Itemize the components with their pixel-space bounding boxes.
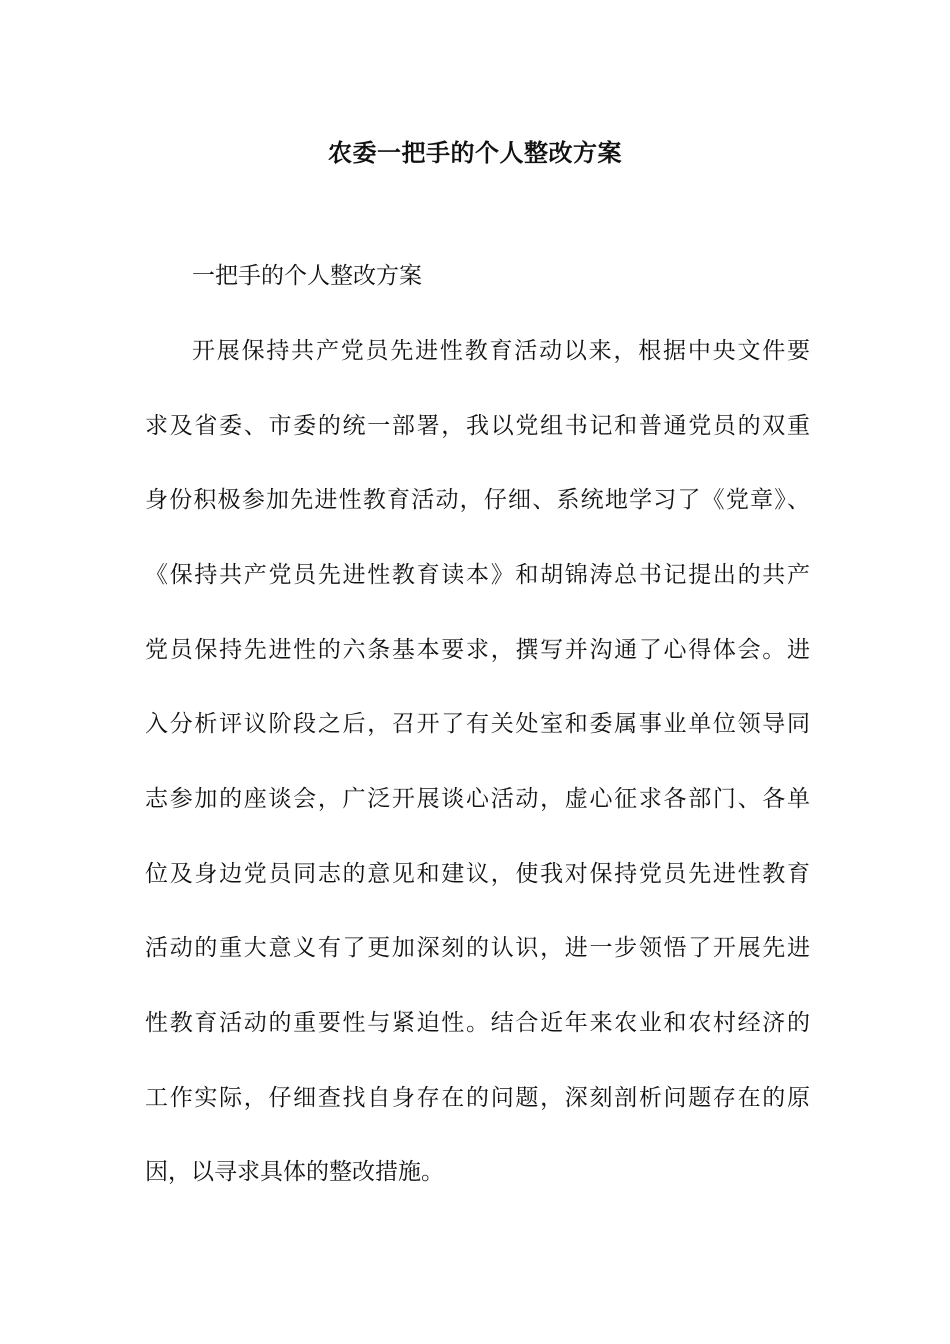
body-line: 党员保持先进性的六条基本要求，撰写并沟通了心得体会。进 [145,637,810,663]
body-line: 因，以寻求具体的整改措施。 [145,1159,444,1185]
body-line: 工作实际，仔细查找自身存在的问题，深刻剖析问题存在的原 [145,1085,810,1111]
body-line: 活动的重大意义有了更加深刻的认识，进一步领悟了开展先进 [145,935,810,961]
body-line: 位及身边党员同志的意见和建议，使我对保持党员先进性教育 [145,861,810,887]
body-line: 志参加的座谈会，广泛开展谈心活动，虚心征求各部门、各单 [145,786,810,812]
body-line: 身份积极参加先进性教育活动，仔细、系统地学习了《党章》、 [145,487,810,513]
document-subtitle: 一把手的个人整改方案 [192,263,422,289]
body-line: 求及省委、市委的统一部署，我以党组书记和普通党员的双重 [145,413,810,439]
body-line: 性教育活动的重要性与紧迫性。结合近年来农业和农村经济的 [145,1010,810,1036]
body-line: 《保持共产党员先进性教育读本》和胡锦涛总书记提出的共产 [145,562,810,588]
document-title: 农委一把手的个人整改方案 [328,138,622,167]
body-line: 入分析评议阶段之后，召开了有关处室和委属事业单位领导同 [145,711,810,737]
body-line: 开展保持共产党员先进性教育活动以来，根据中央文件要 [192,338,810,364]
